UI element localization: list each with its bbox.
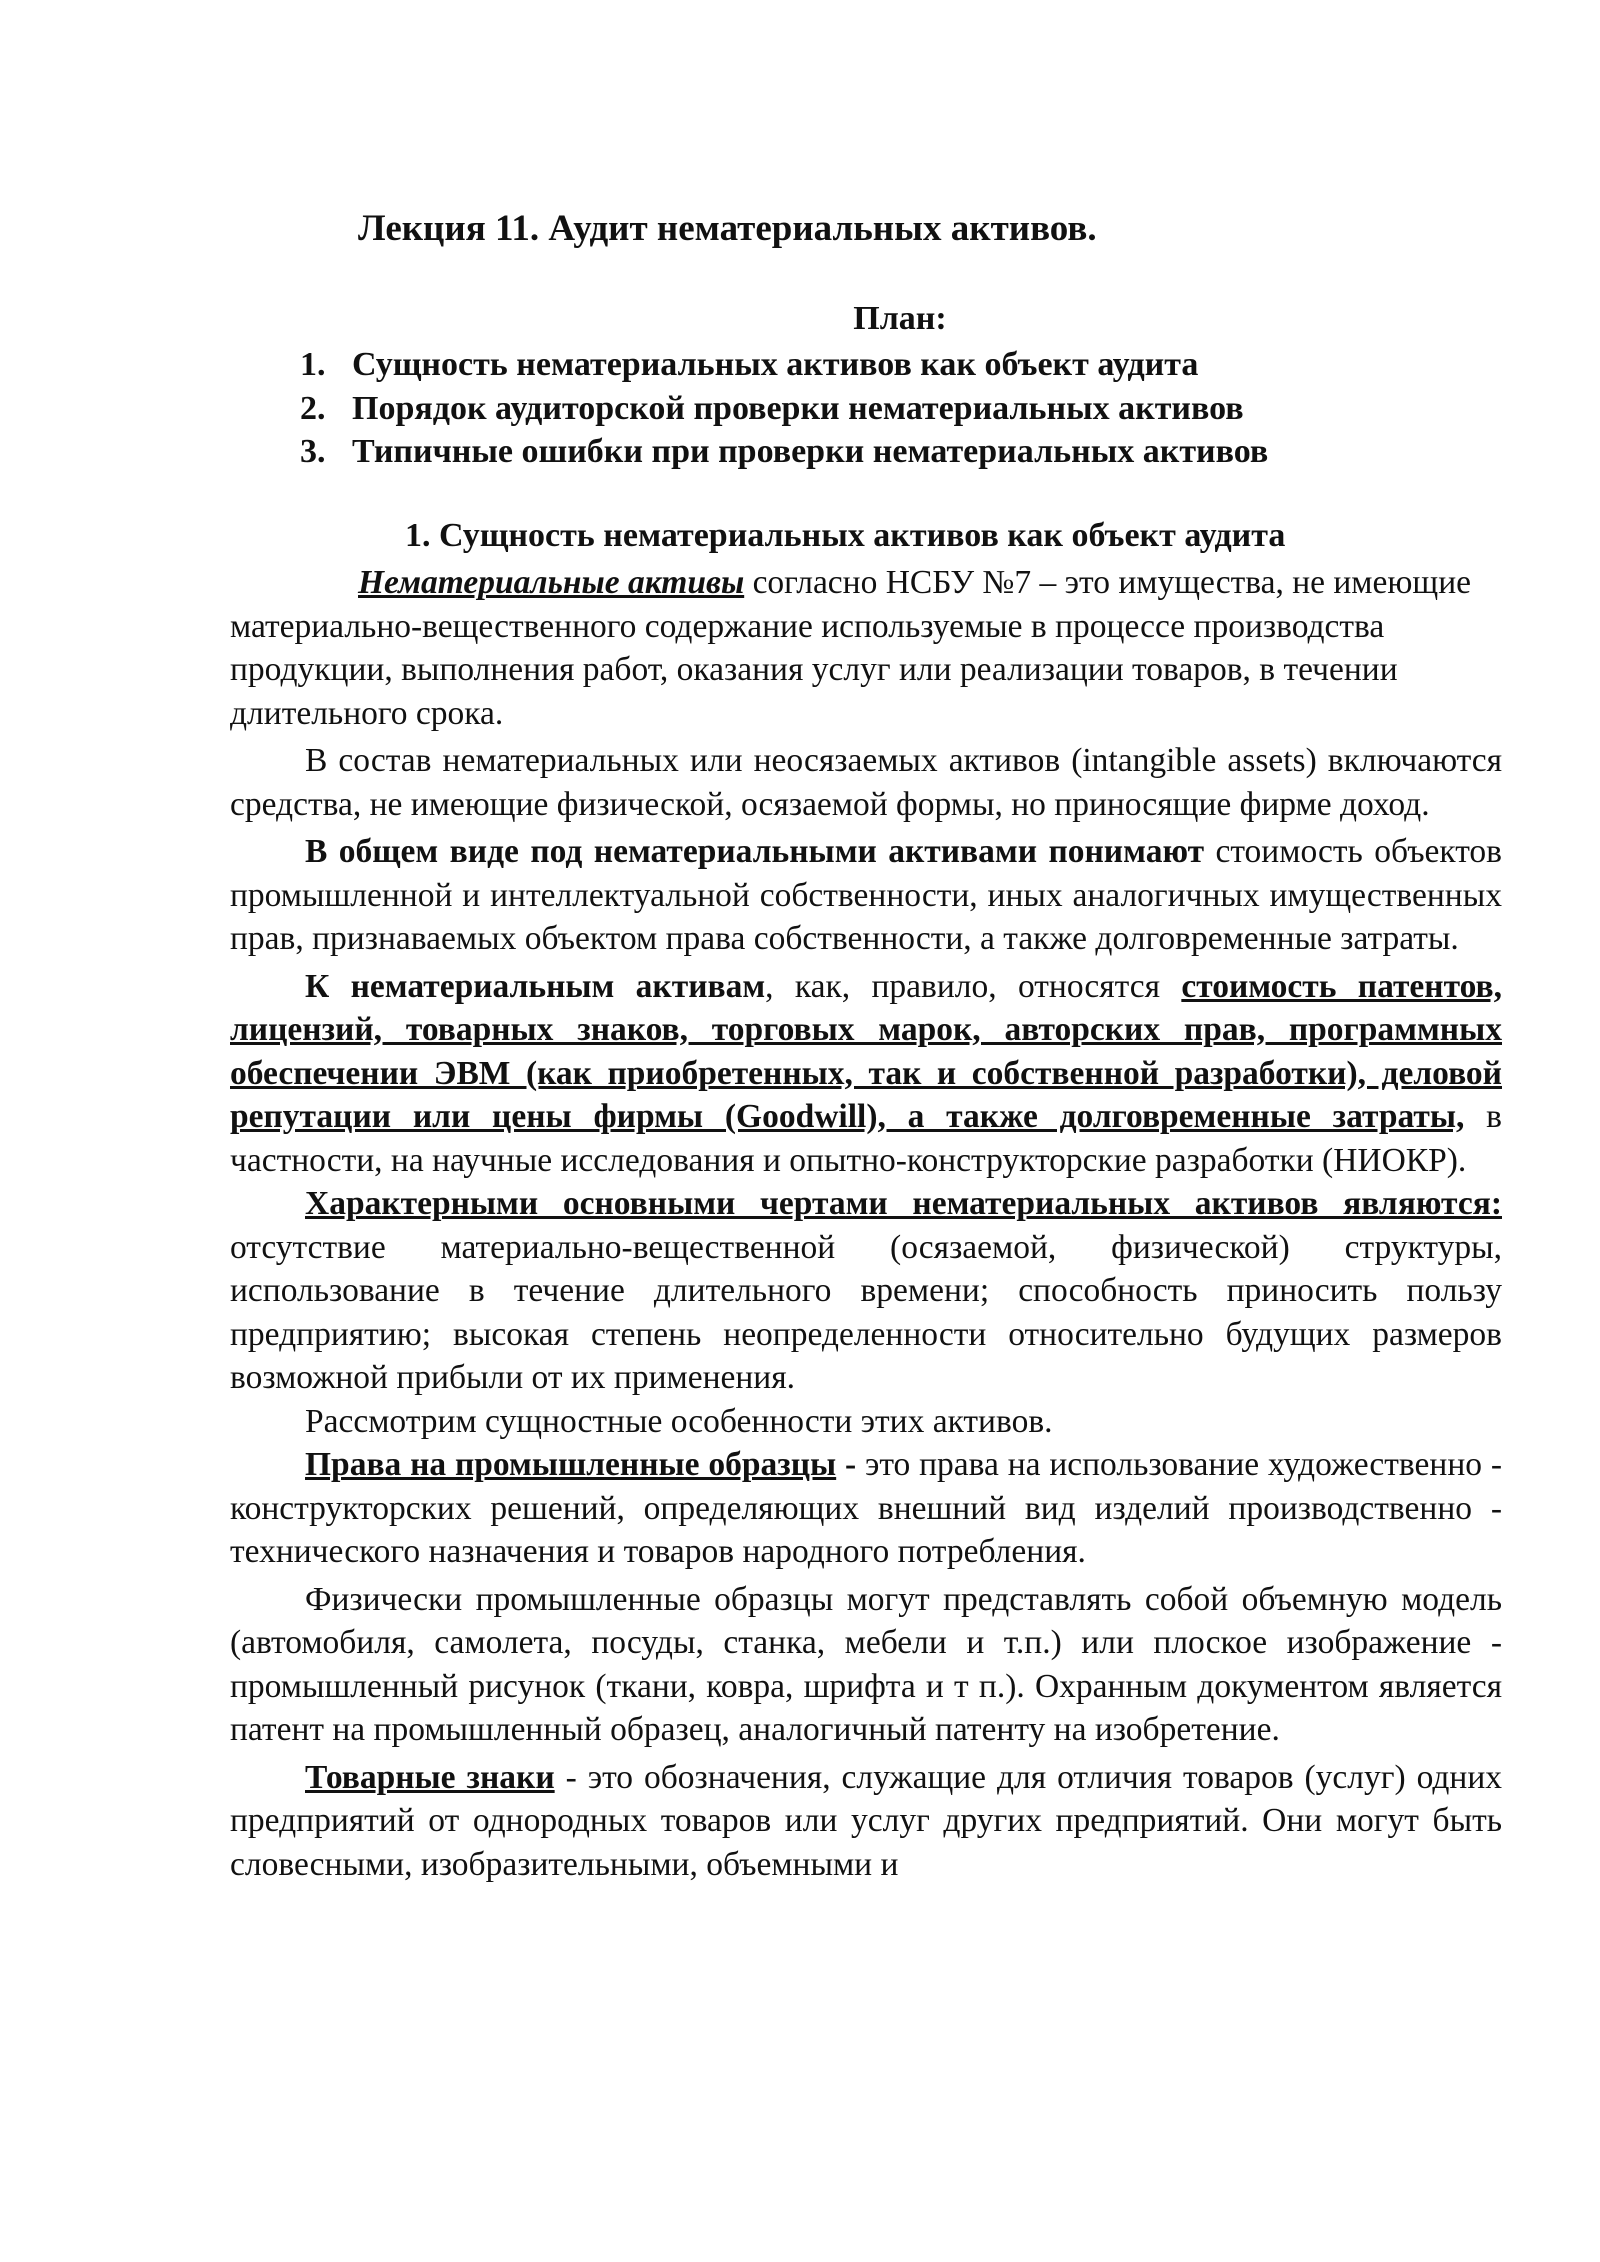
paragraph-text: - это обозначения, служащие для отличия товаров (услуг) одних предприятий от однородных товаров или услуг других предприятий. Они могут быть словесными, изобразительными, объемными и [230, 1758, 1503, 1883]
plan-item [300, 343, 1268, 387]
section-body [230, 561, 1502, 1886]
paragraph-text: , как, правило, относятся [765, 967, 1182, 1005]
plan-item-number: 1. [300, 346, 326, 383]
paragraph-industrial-designs [230, 1443, 1502, 1574]
term-intangible-assets: Нематериальные активы [358, 564, 745, 601]
paragraph-includes [230, 965, 1502, 1183]
lead-phrase: К нематериальным активам [305, 967, 766, 1005]
plan-item-number: 2. [300, 389, 326, 427]
plan-item-text: Сущность нематериальных активов как объект аудита [352, 346, 1199, 383]
paragraph-text: это права на использование художественно - конструкторских решений, определяющих внешний вид изделий производственно - технического назначения и товаров народного потребления. [230, 1446, 1502, 1570]
paragraph-text: стоимость объектов промышленной и интеллектуальной собственности, иных аналогичных имущественных прав, признаваемых объектом права собственности, а также долговременные затраты. [230, 833, 1502, 957]
lead-phrase: Права на промышленные образцы [305, 1446, 837, 1483]
plan-item-number: 3. [300, 433, 326, 470]
paragraph-consider: Рассмотрим сущностные особенности этих активов. [305, 1402, 1053, 1440]
paragraph-general [230, 830, 1502, 961]
plan-item [300, 387, 1268, 431]
paragraph-text: в частности, на научные исследования и опытно-конструкторские разработки (НИОКР). [230, 1098, 1502, 1179]
paragraph-physical-designs: Физически промышленные образцы могут представлять собой объемную модель (автомобиля, самолета, посуды, станка, мебели и т.п.) или плоское изображение - промышленный рисунок (ткани, ковра, шрифта и т п.). Охранным документом является патент на промышленный образец, аналогичный патенту на изобретение. [230, 1580, 1502, 1748]
emphasis-list: стоимость патентов, лицензий, товарных знаков, торговых марок, авторских прав, программных обеспечении ЭВМ (как приобретенных, так и собственной разработки), деловой репутации или цены фирмы (Goodwill), а также долговременные затраты, [230, 967, 1502, 1135]
lecture-title: Лекция 11. Аудит нематериальных активов. [358, 208, 1097, 249]
paragraph-composition: В состав нематериальных или неосязаемых активов (intangible assets) включаются средства, не имеющие физической, осязаемой формы, но приносящие фирме доход. [230, 742, 1502, 823]
paragraph-text: согласно НСБУ №7 – это имущества, не имеющие материально-вещественного содержание используемые в процессе производства продукции, выполнения работ, оказания услуг или реализации товаров, в течении длительного срока. [230, 564, 1471, 732]
plan-item [300, 430, 1268, 474]
lead-phrase: Характерными основными чертами нематериальных активов являются: [305, 1185, 1502, 1222]
plan-item-text: Порядок аудиторской проверки нематериальных активов [352, 389, 1244, 427]
dash: - [836, 1446, 857, 1483]
plan-list [300, 343, 1268, 474]
section-heading: 1. Сущность нематериальных активов как объект аудита [405, 517, 1286, 554]
lead-phrase: В общем виде под нематериальными активами понимают [305, 833, 1205, 870]
lead-phrase: Товарные знаки [305, 1758, 555, 1796]
paragraph-text: отсутствие материально-вещественной (осязаемой, физической) структуры, использование в течение длительного времени; способность приносить пользу предприятию; высокая степень неопределенности относительно будущих размеров возможной прибыли от их применения. [230, 1228, 1502, 1396]
paragraph-features [230, 1182, 1502, 1400]
paragraph-definition [230, 561, 1492, 735]
plan-item-text: Типичные ошибки при проверки нематериальных активов [352, 433, 1269, 470]
plan-heading: План: [853, 300, 947, 337]
paragraph-trademarks [230, 1756, 1502, 1887]
